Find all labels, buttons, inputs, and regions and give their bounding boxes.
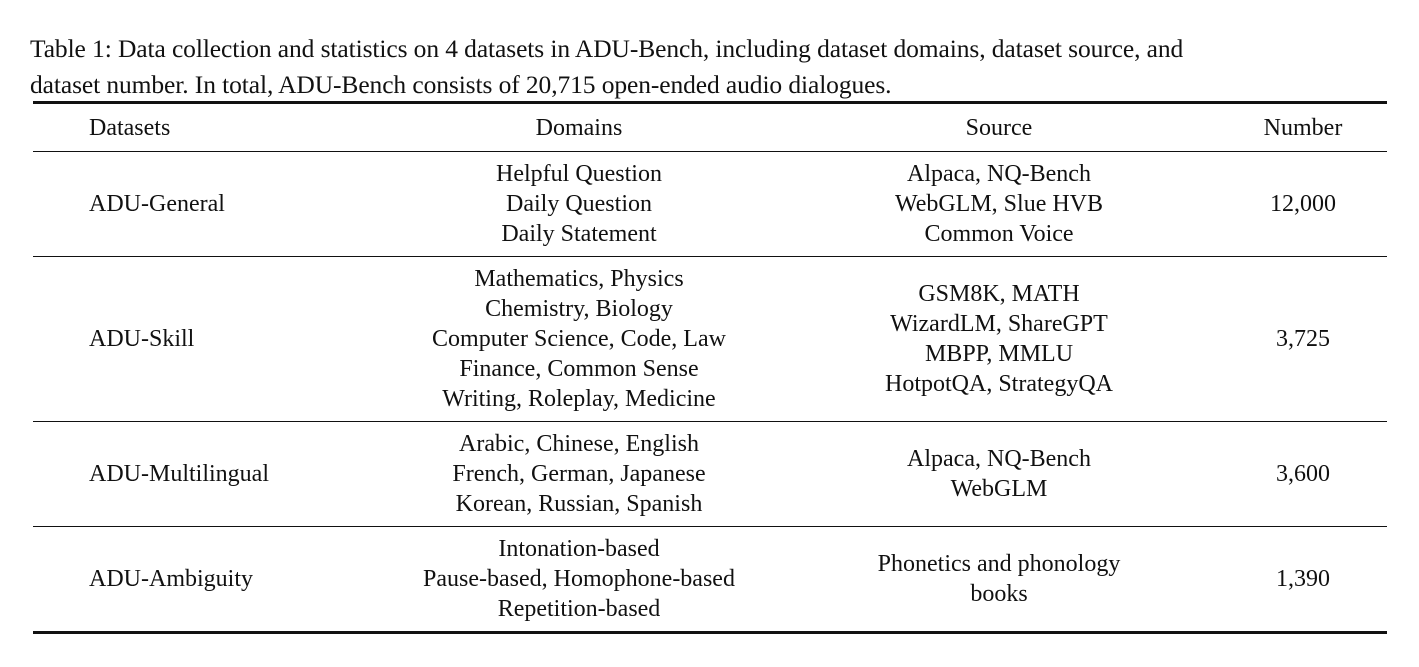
source-line: GSM8K, MATH: [918, 281, 1080, 307]
domain-line: Repetition-based: [497, 596, 661, 622]
caption-line-2: dataset number. In total, ADU-Bench consists of 20,715 open-ended audio dialogues.: [30, 70, 892, 99]
domain-line: Intonation-based: [498, 536, 660, 562]
table-row: [33, 527, 1387, 633]
dataset-name: ADU-Skill: [89, 326, 195, 352]
source-line: books: [970, 581, 1028, 607]
table-caption: [30, 31, 1400, 103]
domain-line: Writing, Roleplay, Medicine: [442, 386, 716, 412]
dataset-number: 1,390: [1276, 566, 1330, 592]
domain-line: Computer Science, Code, Law: [432, 326, 726, 352]
table-row: [33, 257, 1387, 422]
table-body: [33, 152, 1387, 633]
source-line: MBPP, MMLU: [924, 341, 1074, 367]
table-row: [33, 422, 1387, 527]
domain-line: Mathematics, Physics: [474, 266, 684, 292]
source-line: HotpotQA, StrategyQA: [885, 371, 1113, 397]
source-line: Alpaca, NQ-Bench: [907, 161, 1091, 187]
source-line: Common Voice: [924, 221, 1074, 247]
domain-line: Daily Statement: [501, 221, 657, 247]
source-line: WebGLM, Slue HVB: [894, 191, 1104, 217]
domain-line: French, German, Japanese: [452, 461, 706, 487]
domains-cell: [379, 422, 779, 527]
domain-line: Pause-based, Homophone-based: [423, 566, 735, 592]
dataset-name: ADU-General: [89, 191, 225, 217]
source-line: Alpaca, NQ-Bench: [907, 446, 1091, 472]
dataset-name: ADU-Ambiguity: [89, 566, 253, 592]
source-cell: [779, 152, 1219, 257]
dataset-number: 3,600: [1276, 461, 1330, 487]
domain-line: Chemistry, Biology: [485, 296, 673, 322]
domain-line: Helpful Question: [496, 161, 662, 187]
source-line: WizardLM, ShareGPT: [890, 311, 1108, 337]
header-number: Number: [1263, 114, 1343, 141]
domain-line: Finance, Common Sense: [459, 356, 699, 382]
source-line: WebGLM: [950, 476, 1048, 502]
header-datasets: Datasets: [89, 114, 171, 141]
data-table-container: [33, 101, 1387, 634]
source-line: Phonetics and phonology: [877, 551, 1121, 577]
source-cell: [779, 422, 1219, 527]
dataset-number: 12,000: [1270, 191, 1336, 217]
caption-line-1: Table 1: Data collection and statistics on 4 datasets in ADU-Bench, including dataset domains, dataset source, and: [30, 34, 1184, 63]
header-row: [33, 103, 1387, 152]
header-domains: Domains: [535, 114, 623, 141]
domain-line: Korean, Russian, Spanish: [455, 491, 703, 517]
source-cell: [779, 527, 1219, 633]
domains-cell: [379, 152, 779, 257]
source-cell: [779, 257, 1219, 422]
header-source: Source: [965, 114, 1033, 141]
table-header: [33, 103, 1387, 152]
domains-cell: [379, 257, 779, 422]
table-row: [33, 152, 1387, 257]
domains-cell: [379, 527, 779, 633]
domain-line: Arabic, Chinese, English: [459, 431, 699, 457]
data-table: [33, 101, 1387, 634]
domain-line: Daily Question: [506, 191, 652, 217]
dataset-number: 3,725: [1276, 326, 1330, 352]
dataset-name: ADU-Multilingual: [89, 461, 269, 487]
